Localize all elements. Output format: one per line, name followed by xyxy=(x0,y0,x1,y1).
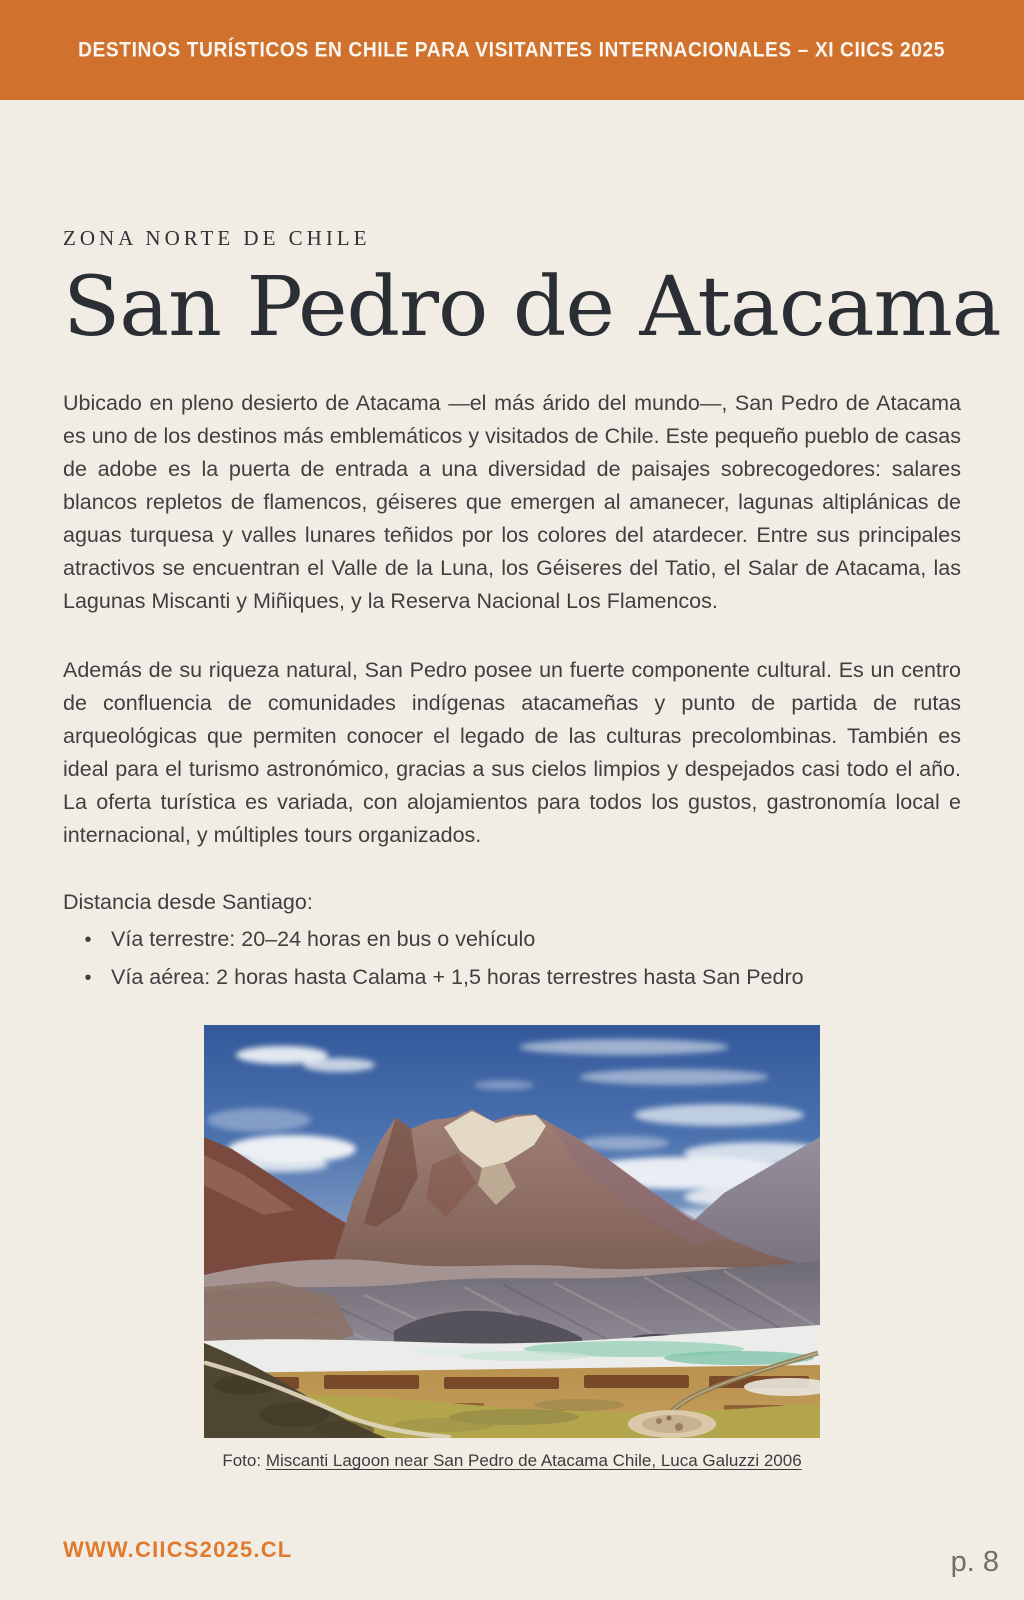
article xyxy=(0,226,1024,1471)
body-copy xyxy=(63,387,961,852)
landscape-photo xyxy=(204,1025,820,1438)
list-item xyxy=(63,921,961,959)
distance-heading: Distancia desde Santiago: xyxy=(63,890,313,915)
distance-section xyxy=(63,886,961,997)
list-item-text: Vía terrestre: 20–24 horas en bus o vehículo xyxy=(111,927,536,952)
caption-link[interactable]: Miscanti Lagoon near San Pedro de Atacama Chile, Luca Galuzzi 2006 xyxy=(265,1451,802,1471)
list-item xyxy=(63,959,961,997)
section-kicker: ZONA NORTE DE CHILE xyxy=(63,226,371,250)
photo-caption xyxy=(204,1451,820,1471)
intro-paragraph: Ubicado en pleno desierto de Atacama —el más árido del mundo—, San Pedro de Atacama es uno de los destinos más emblemáticos y visitados de Chile. Este pequeño pueblo de casas de adobe es la puerta de entrada a una diversidad de paisajes sobrecogedores: salares blancos repletos de flamencos, géiseres que emergen al amanecer, lagunas altiplánicas de aguas turquesa y valles lunares teñidos por los colores del atardecer. Entre sus principales atractivos se encuentran el Valle de la Luna, los Géiseres del Tatio, el Salar de Atacama, las Lagunas Miscanti y Miñiques, y la Reserva Nacional Los Flamencos. xyxy=(63,391,961,614)
conference-title: DESTINOS TURÍSTICOS EN CHILE PARA VISITANTES INTERNACIONALES – XI CIICS 2025 xyxy=(78,37,946,62)
bullet-icon: • xyxy=(84,967,92,990)
culture-paragraph: Además de su riqueza natural, San Pedro posee un fuerte componente cultural. Es un centro de confluencia de comunidades indígenas atacameñas y punto de partida de rutas arqueológicas que permiten conocer el legado de las culturas precolombinas. También es ideal para el turismo astronómico, gracias a sus cielos limpios y despejados casi todo el año. La oferta turística es variada, con alojamientos para todos los gustos, gastronomía local e internacional, y múltiples tours organizados. xyxy=(63,658,961,848)
photo-figure xyxy=(204,1025,820,1471)
list-item-text: Vía aérea: 2 horas hasta Calama + 1,5 horas terrestres hasta San Pedro xyxy=(111,965,804,990)
footer-website-link[interactable]: WWW.CIICS2025.CL xyxy=(63,1537,293,1562)
page-title: San Pedro de Atacama xyxy=(63,260,1001,355)
caption-prefix: Foto: xyxy=(222,1451,266,1471)
header-bar xyxy=(0,0,1024,100)
distance-list xyxy=(63,921,961,997)
page-number: p. 8 xyxy=(950,1546,999,1578)
bullet-icon: • xyxy=(84,929,92,952)
